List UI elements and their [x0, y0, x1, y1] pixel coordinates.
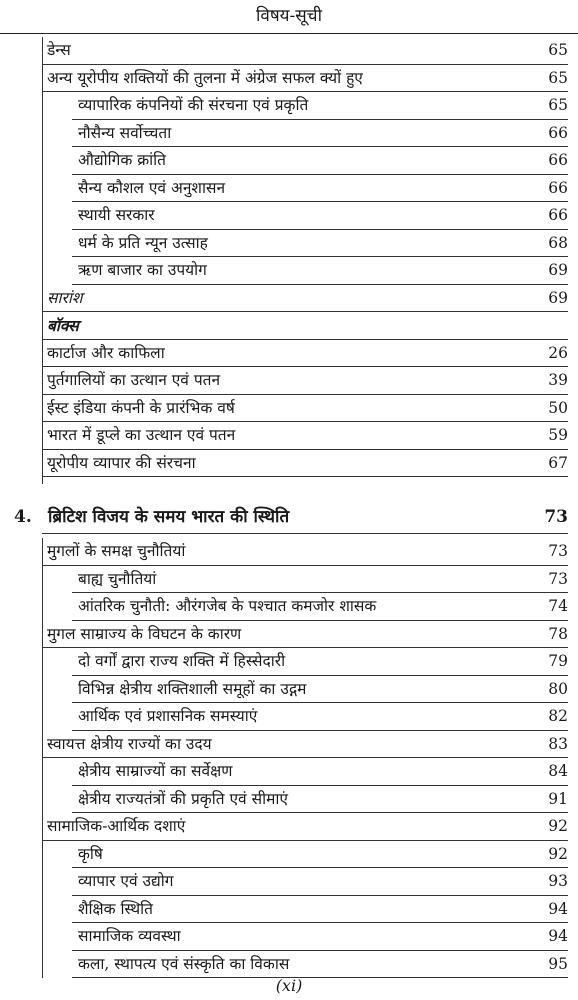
- toc-entry-page: 39: [548, 371, 568, 389]
- toc-entry: [0, 703, 578, 731]
- toc-entry-title: दो वर्गों द्वारा राज्य शक्ति में हिस्सेदारी: [78, 652, 286, 670]
- toc-entry: [0, 868, 578, 896]
- running-header: [0, 0, 578, 34]
- toc-entry-page: 65: [548, 96, 568, 114]
- toc-entry: [0, 92, 578, 120]
- toc-entry-title: भारत में डूप्ले का उत्थान एवं पतन: [47, 426, 236, 444]
- toc-entry-page: 65: [548, 68, 568, 87]
- toc-entry-page: 83: [548, 734, 568, 753]
- toc-entry-page: 92: [548, 844, 568, 863]
- toc-entry-page: 50: [548, 398, 568, 417]
- chapter-heading: [0, 500, 578, 534]
- toc-entry-title: आंतरिक चुनौती: औरंगजेब के पश्चात कमजोर शासक: [78, 597, 377, 615]
- toc-entry: [0, 593, 578, 621]
- toc-entry: [0, 202, 578, 230]
- toc-entry-page: 66: [548, 123, 568, 142]
- toc-entry: [0, 896, 578, 924]
- toc-entry-page: 93: [548, 872, 568, 890]
- toc-entry-title: मुगल साम्राज्य के विघटन के कारण: [47, 624, 242, 643]
- toc-entry-page: 66: [548, 178, 568, 197]
- toc-entry-page: 73: [548, 569, 568, 588]
- toc-entry-page: 74: [548, 597, 568, 615]
- toc-entry-page: 80: [548, 679, 568, 698]
- toc-entry-page: 95: [548, 954, 568, 973]
- toc-entry-rule: [42, 476, 568, 477]
- toc-entry-page: 82: [548, 707, 568, 725]
- toc-entry: [0, 422, 578, 450]
- toc-entry-title: क्षेत्रीय राज्यतंत्रों की प्रकृति एवं सीमाएं: [78, 789, 288, 808]
- toc-entry: [0, 786, 578, 814]
- toc-entry-title: कार्टाज और काफिला: [47, 343, 165, 362]
- toc-entry: [0, 676, 578, 704]
- toc-entry-title: नौसैन्य सर्वोच्चता: [78, 123, 172, 142]
- toc-entry-title: बाह्य चुनौतियां: [78, 569, 157, 588]
- toc-entry: [0, 340, 578, 368]
- footer-page-label: (xi): [275, 976, 303, 995]
- chapter-title: ब्रिटिश विजय के समय भारत की स्थिति: [48, 507, 290, 527]
- toc-entry-page: 66: [548, 206, 568, 224]
- toc-entry-page: 92: [548, 817, 568, 835]
- toc-entry: [0, 285, 578, 313]
- toc-entry-page: 65: [548, 41, 568, 59]
- toc-entry: [0, 566, 578, 594]
- toc-entry-title: सामाजिक-आर्थिक दशाएं: [47, 817, 186, 835]
- toc-entry-page: 94: [548, 899, 568, 918]
- toc-entry-title: औद्योगिक क्रांति: [78, 151, 166, 169]
- toc-entry: [0, 395, 578, 423]
- toc-entry-title: सारांश: [47, 288, 83, 307]
- toc-entry-page: 91: [548, 789, 568, 808]
- toc-entry-title: सामाजिक व्यवस्था: [78, 927, 181, 945]
- toc-entry: [0, 367, 578, 395]
- toc-section-a: [0, 37, 578, 477]
- toc-entry: [0, 731, 578, 759]
- toc-entry: [0, 450, 578, 478]
- toc-entry-title: यूरोपीय व्यापार की संरचना: [47, 453, 196, 472]
- toc-entry: [0, 923, 578, 951]
- toc-entry: [0, 120, 578, 148]
- toc-entry-title: ईस्ट इंडिया कंपनी के प्रारंभिक वर्ष: [47, 398, 235, 417]
- toc-entry: [0, 648, 578, 676]
- toc-entry-title: कृषि: [78, 844, 103, 863]
- toc-entry-title: सैन्य कौशल एवं अनुशासन: [78, 178, 226, 197]
- chapter-number: 4.: [14, 507, 32, 527]
- toc-entry-title: डेन्स: [47, 41, 71, 59]
- toc-entry: [0, 538, 578, 566]
- toc-entry: [0, 37, 578, 65]
- toc-entry: [0, 257, 578, 285]
- toc-entry-page: 79: [548, 652, 568, 670]
- toc-entry-title: व्यापार एवं उद्योग: [78, 872, 174, 890]
- toc-entry: [0, 813, 578, 841]
- header-title: विषय-सूची: [256, 6, 322, 26]
- toc-entry-title: क्षेत्रीय साम्राज्यों का सर्वेक्षण: [78, 762, 233, 780]
- chapter-page: 73: [544, 507, 568, 527]
- toc-entry: [0, 147, 578, 175]
- toc-entry-title: ऋण बाजार का उपयोग: [78, 261, 207, 279]
- toc-entry-page: 66: [548, 151, 568, 169]
- toc-entry-title: स्थायी सरकार: [78, 206, 155, 224]
- toc-section-b: [0, 538, 578, 978]
- toc-entry-page: 73: [548, 542, 568, 560]
- toc-entry-page: 94: [548, 927, 568, 945]
- toc-entry-page: 59: [548, 426, 568, 444]
- toc-entry-title: मुगलों के समक्ष चुनौतियां: [47, 542, 186, 560]
- chapter-rule: [42, 533, 568, 534]
- toc-entry-title: धर्म के प्रति न्यून उत्साह: [78, 233, 208, 252]
- toc-entry-title: कला, स्थापत्य एवं संस्कृति का विकास: [78, 954, 290, 973]
- toc-entry-page: 69: [548, 261, 568, 279]
- toc-entry-title: आर्थिक एवं प्रशासनिक समस्याएं: [78, 707, 258, 725]
- toc-entry-page: 68: [548, 233, 568, 252]
- toc-entry-title: पुर्तगालियों का उत्थान एवं पतन: [47, 371, 221, 389]
- toc-entry-title: स्वायत्त क्षेत्रीय राज्यों का उदय: [47, 734, 212, 753]
- toc-entry-title: विभिन्न क्षेत्रीय शक्तिशाली समूहों का उद्गम: [78, 679, 307, 698]
- toc-entry: [0, 230, 578, 258]
- toc-entry: [0, 175, 578, 203]
- toc-entry: [0, 621, 578, 649]
- toc-entry-page: 84: [548, 762, 568, 780]
- toc-entry: [0, 951, 578, 979]
- toc-entry-title: बॉक्स: [47, 316, 79, 335]
- page-number-footer: [0, 976, 578, 995]
- toc-entry-title: व्यापारिक कंपनियों की संरचना एवं प्रकृति: [78, 96, 309, 114]
- toc-entry-title: शैक्षिक स्थिति: [78, 899, 153, 918]
- toc-entry-title: अन्य यूरोपीय शक्तियों की तुलना में अंग्रेज सफल क्यों हुए: [47, 68, 363, 87]
- toc-entry-page: 78: [548, 624, 568, 643]
- toc-entry-page: 69: [548, 288, 568, 307]
- toc-entry-page: 67: [548, 453, 568, 472]
- toc-entry: [0, 841, 578, 869]
- toc-entry: [0, 758, 578, 786]
- toc-entry-page: 26: [548, 343, 568, 362]
- toc-entry: [0, 312, 578, 340]
- toc-entry: [0, 65, 578, 93]
